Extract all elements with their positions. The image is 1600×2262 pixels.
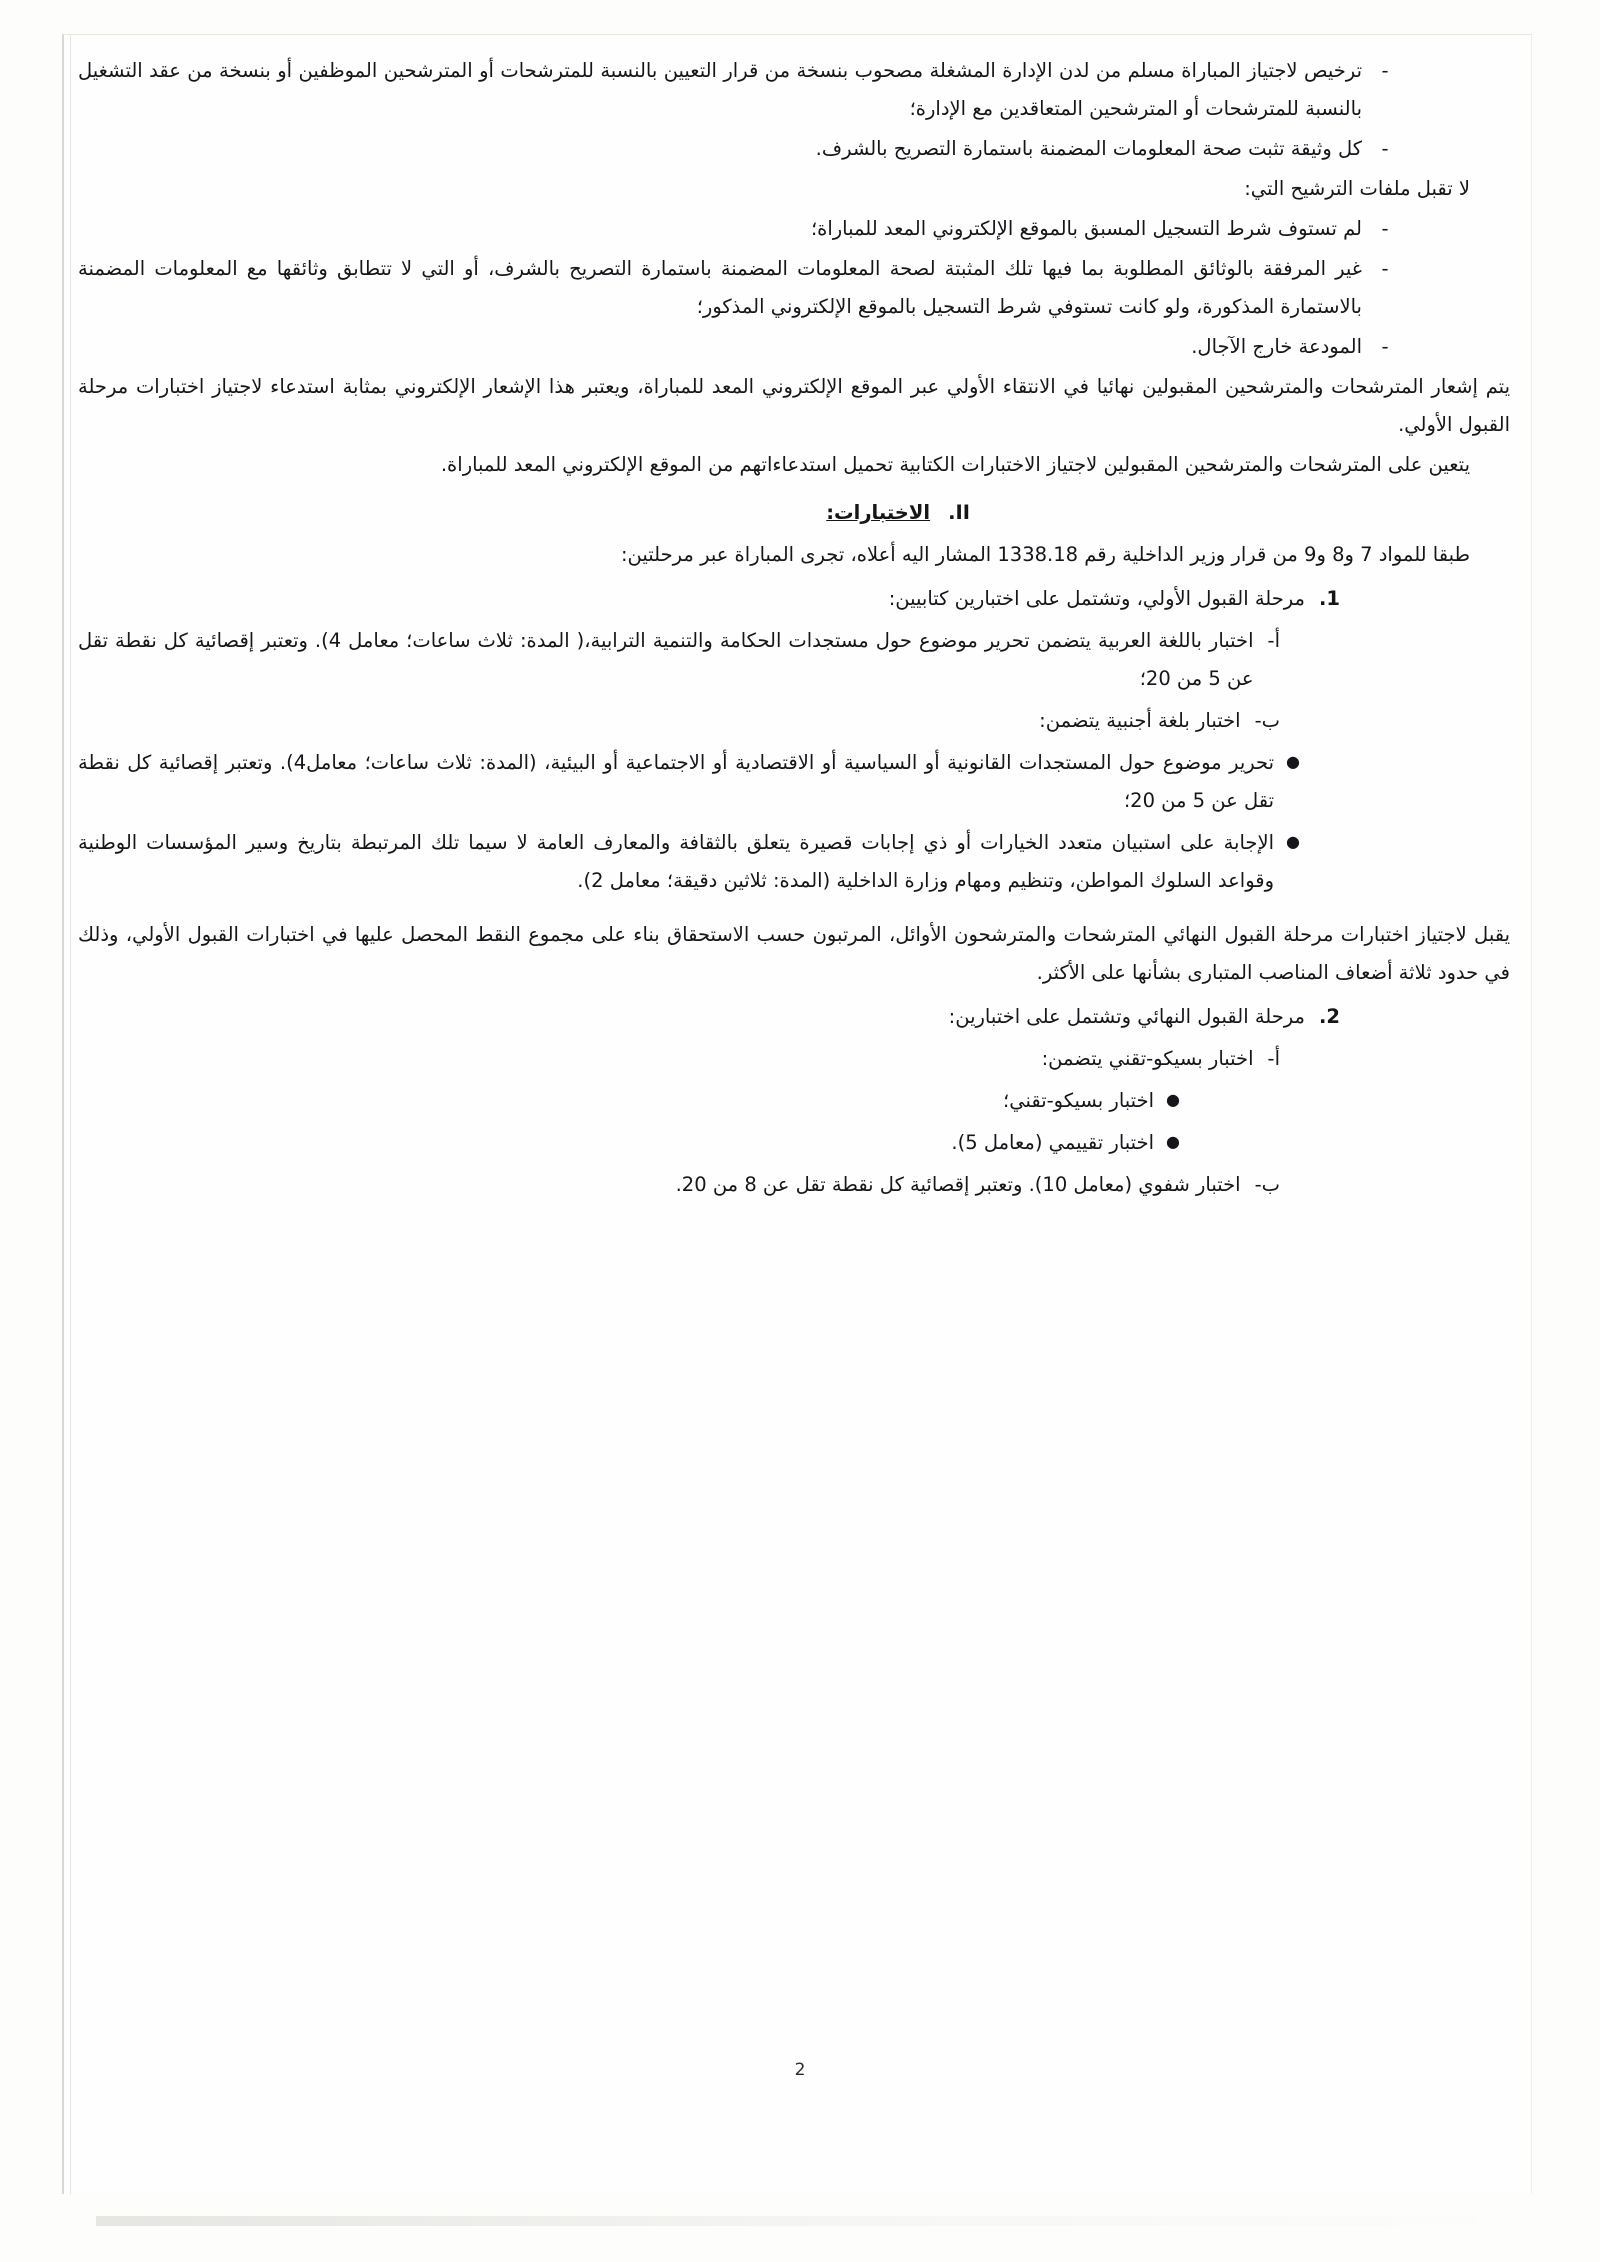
stage-two-bullet-2-text: اختبار تقييمي (معامل 5).	[951, 1131, 1155, 1155]
section-title: الاختبارات:	[826, 501, 931, 525]
stage-one-item-a-text: اختبار باللغة العربية يتضمن تحرير موضوع حول مستجدات الحكامة والتنمية الترابية،( المدة: ثلاث ساعات؛ معامل 4). وتعتبر إقصائية كل نقطة تقل عن 5 من 20؛	[78, 629, 1254, 691]
stage-two-bullet-1	[78, 1082, 1510, 1120]
stage-two-item-b	[78, 1166, 1510, 1204]
stage-one-bullet-1	[78, 744, 1510, 820]
stage-two-heading	[78, 998, 1510, 1036]
stage-one-bullet-1-text: تحرير موضوع حول المستجدات القانونية أو السياسية أو الاقتصادية أو الاجتماعية أو البيئية، (المدة: ثلاث ساعات؛ معامل4). وتعتبر إقصائية كل نقطة تقل عن 5 من 20؛	[78, 751, 1275, 813]
scan-artifact	[96, 2216, 1476, 2226]
letter-marker-a: أ-	[1267, 1047, 1280, 1071]
stage-one-heading	[78, 580, 1510, 618]
condition-text-1: ترخيص لاجتياز المباراة مسلم من لدن الإدارة المشغلة مصحوب بنسخة من قرار التعيين بالنسبة للمترشحات أو المترشحين الموظفين أو بنسخة من عقد التشغيل بالنسبة للمترشحات أو المترشحين المتعاقدين مع الإدارة؛	[78, 59, 1362, 121]
stage-two-text: مرحلة القبول النهائي وتشتمل على اختبارين:	[948, 1005, 1305, 1029]
rejection-text-2: غير المرفقة بالوثائق المطلوبة بما فيها تلك المثبتة لصحة المعلومات المضمنة باستمارة التصريح بالشرف، أو التي لا تتطابق وثائقها مع المعلومات المضمنة بالاستمارة المذكورة، ولو كانت تستوفي شرط التسجيل بالموقع الإلكتروني المذكور؛	[78, 257, 1362, 319]
bullet-icon: ●	[1166, 1090, 1180, 1110]
section-number: II.	[948, 501, 970, 525]
stage-one-bullet-2	[78, 824, 1510, 900]
rejection-intro: لا تقبل ملفات الترشيح التي:	[1244, 177, 1470, 201]
dash-marker: -	[1381, 335, 1389, 359]
section-heading	[78, 494, 1510, 532]
list-item	[78, 210, 1510, 248]
list-item	[78, 250, 1510, 326]
stage-one-item-a	[78, 622, 1510, 698]
stage-two-bullet-2	[78, 1124, 1510, 1162]
notice-paragraph: يتم إشعار المترشحات والمترشحين المقبولين نهائيا في الانتقاء الأولي عبر الموقع الإلكتروني المعد للمباراة، ويعتبر هذا الإشعار الإلكتروني بمثابة استدعاء لاجتياز اختبارات مرحلة القبول الأولي.	[78, 375, 1510, 437]
stage-two-item-a-text: اختبار بسيكو-تقني يتضمن:	[1041, 1047, 1254, 1071]
letter-marker-b: ب-	[1254, 1173, 1280, 1197]
stage-one-text: مرحلة القبول الأولي، وتشتمل على اختبارين كتابيين:	[888, 587, 1305, 611]
bullet-icon: ●	[1166, 1132, 1180, 1152]
bullet-icon: ●	[1286, 832, 1300, 852]
stage-one-item-b	[78, 702, 1510, 740]
dash-marker: -	[1381, 59, 1389, 82]
list-item	[78, 130, 1510, 168]
stage-one-marker: 1.	[1319, 587, 1340, 611]
list-item	[78, 328, 1510, 366]
rejection-text-3: المودعة خارج الآجال.	[1191, 335, 1362, 359]
stage-two-item-b-text: اختبار شفوي (معامل 10). وتعتبر إقصائية كل نقطة تقل عن 8 من 20.	[675, 1173, 1241, 1197]
letter-marker-b: ب-	[1254, 709, 1280, 733]
rejection-text-1: لم تستوف شرط التسجيل المسبق بالموقع الإلكتروني المعد للمباراة؛	[810, 217, 1362, 241]
dash-marker: -	[1381, 217, 1389, 241]
download-paragraph: يتعين على المترشحات والمترشحين المقبولين لاجتياز الاختبارات الكتابية تحميل استدعاءاتهم من الموقع الإلكتروني المعد للمباراة.	[440, 453, 1470, 477]
stage-one-bullet-2-text: الإجابة على استبيان متعدد الخيارات أو ذي إجابات قصيرة يتعلق بالثقافة والمعارف العامة لا سيما تلك المرتبطة بتاريخ وسير المؤسسات الوطنية وقواعد السلوك المواطن، وتنظيم ومهام وزارة الداخلية (المدة: ثلاثين دقيقة؛ معامل 2).	[78, 831, 1275, 893]
dash-marker: -	[1381, 137, 1389, 161]
stage-one-item-b-text: اختبار بلغة أجنبية يتضمن:	[1039, 709, 1241, 733]
document-body	[78, 52, 1510, 1206]
stage-two-marker: 2.	[1319, 1005, 1340, 1029]
admission-paragraph: يقبل لاجتياز اختبارات مرحلة القبول النهائي المترشحات والمترشحون الأوائل، المرتبون حسب الاستحقاق بناء على مجموع النقط المحصل عليها في اختبارات القبول الأولي، وذلك في حدود ثلاثة أضعاف المناصب المتبارى بشأنها على الأكثر.	[78, 923, 1510, 985]
list-item	[78, 52, 1510, 128]
exams-intro: طبقا للمواد 7 و8 و9 من قرار وزير الداخلية رقم 1338.18 المشار اليه أعلاه، تجرى المباراة عبر مرحلتين:	[620, 543, 1470, 567]
stage-two-bullet-1-text: اختبار بسيكو-تقني؛	[1003, 1089, 1155, 1113]
bullet-icon: ●	[1286, 752, 1300, 772]
condition-text-2: كل وثيقة تثبت صحة المعلومات المضمنة باستمارة التصريح بالشرف.	[815, 137, 1362, 161]
page-number: 2	[794, 2060, 806, 2080]
letter-marker-a: أ-	[1267, 629, 1280, 653]
dash-marker: -	[1381, 257, 1389, 281]
spacer	[78, 902, 1510, 914]
stage-two-item-a	[78, 1040, 1510, 1078]
